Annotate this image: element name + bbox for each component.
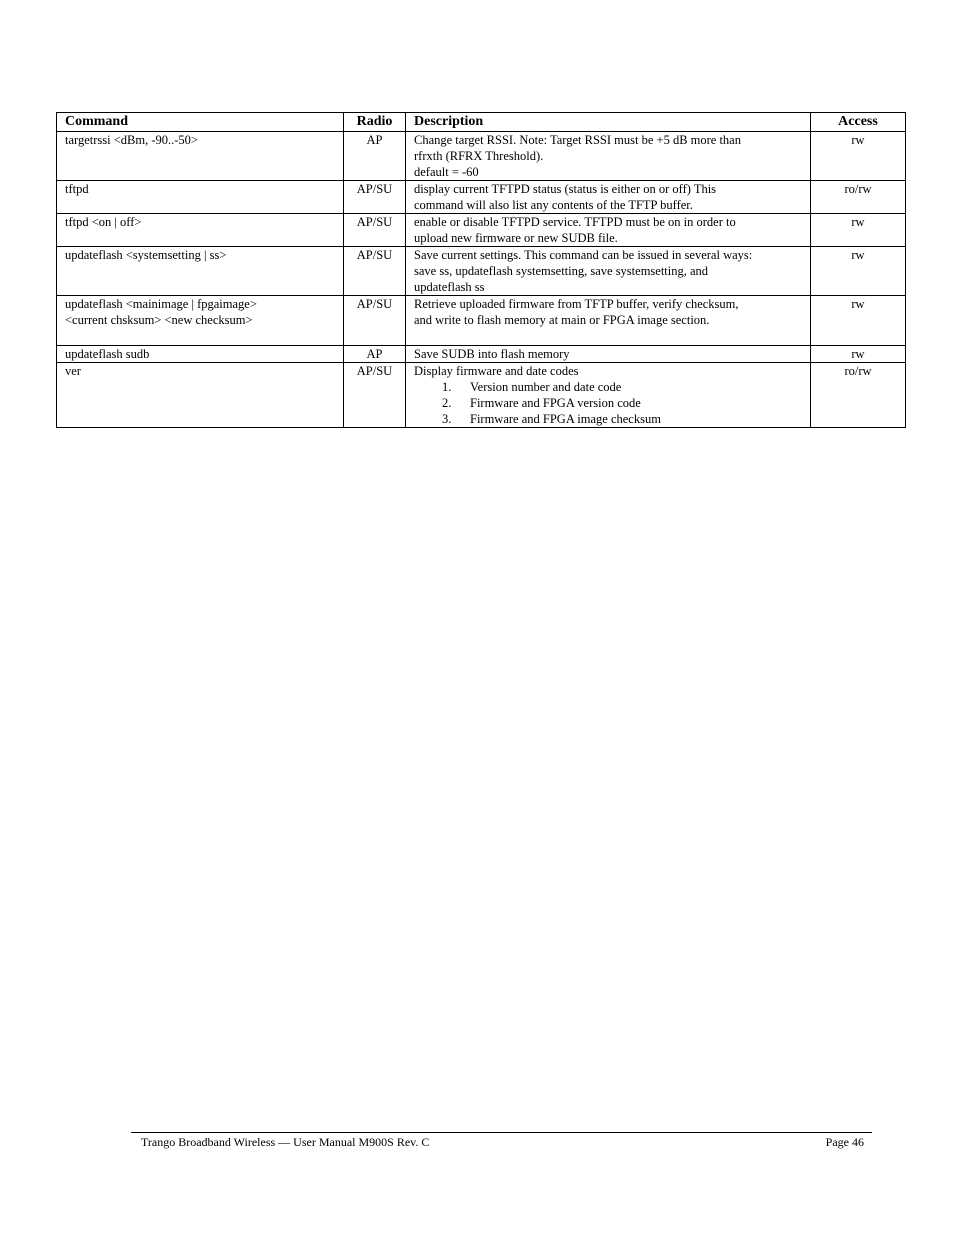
command-text: updateflash <systemsetting | ss> (65, 248, 227, 262)
list-text: Firmware and FPGA image checksum (470, 412, 661, 426)
table-row (57, 181, 906, 214)
cell-command (57, 346, 344, 363)
table-row (57, 346, 906, 363)
description-text: upload new firmware or new SUDB file. (414, 231, 618, 245)
cell-access: rw (811, 214, 906, 247)
description-text: Display firmware and date codes (414, 364, 579, 378)
cell-description (406, 363, 811, 428)
description-text: Save SUDB into flash memory (414, 347, 570, 361)
command-text: updateflash sudb (65, 347, 150, 361)
list-text: Version number and date code (470, 380, 622, 394)
cell-radio: AP/SU (344, 181, 406, 214)
cell-description (406, 214, 811, 247)
description-text: Retrieve uploaded firmware from TFTP buffer, verify checksum, (414, 297, 739, 311)
list-text: Firmware and FPGA version code (470, 396, 641, 410)
description-text: enable or disable TFTPD service. TFTPD must be on in order to (414, 215, 736, 229)
table-header-row (57, 113, 906, 132)
description-text: save ss, updateflash systemsetting, save systemsetting, and (414, 264, 709, 278)
list-item (414, 379, 802, 395)
cell-description (406, 132, 811, 181)
page-number: Page 46 (825, 1135, 864, 1149)
cell-command (57, 296, 344, 346)
page-footer (131, 1132, 872, 1150)
table-row (57, 214, 906, 247)
table-row (57, 247, 906, 296)
list-item (414, 411, 802, 427)
header-command: Command (57, 113, 344, 132)
cell-command: ver (57, 363, 344, 428)
header-radio: Radio (344, 113, 406, 132)
cell-access: rw (811, 247, 906, 296)
cell-access: rw (811, 346, 906, 363)
description-text: command will also list any contents of the TFTP buffer. (414, 198, 693, 212)
command-table (56, 112, 906, 428)
cell-radio: AP/SU (344, 296, 406, 346)
description-text: Change target RSSI. Note: Target RSSI must be +5 dB more than (414, 133, 741, 147)
cell-radio: AP/SU (344, 363, 406, 428)
description-text: display current TFTPD status (status is either on or off) This (414, 182, 717, 196)
cell-command (57, 181, 344, 214)
cell-command (57, 132, 344, 181)
cell-description (406, 181, 811, 214)
description-text: and write to flash memory at main or FPGA image section. (414, 313, 710, 327)
table-row (57, 296, 906, 346)
list-item (414, 395, 802, 411)
description-list (414, 379, 802, 427)
table-row (57, 363, 906, 428)
command-text: updateflash <mainimage | fpgaimage> (65, 297, 257, 311)
list-number: 3. (442, 412, 452, 426)
header-description: Description (406, 113, 811, 132)
table-row (57, 132, 906, 181)
cell-description (406, 296, 811, 346)
description-text: Save current settings. This command can be issued in several ways: (414, 248, 753, 262)
cell-command (57, 214, 344, 247)
footer-title: Trango Broadband Wireless — User Manual M900S Rev. C (141, 1135, 430, 1149)
cell-description (406, 346, 811, 363)
cell-radio: AP (344, 132, 406, 181)
list-number: 1. (442, 380, 452, 394)
cell-radio: AP (344, 346, 406, 363)
cell-access: rw (811, 296, 906, 346)
command-text: tftpd (65, 182, 89, 196)
command-text: tftpd <on | off> (65, 215, 142, 229)
cell-command (57, 247, 344, 296)
cell-description (406, 247, 811, 296)
header-access: Access (811, 113, 906, 132)
cell-access: ro/rw (811, 363, 906, 428)
cell-radio: AP/SU (344, 214, 406, 247)
cell-access: rw (811, 132, 906, 181)
description-text: default = -60 (414, 165, 479, 179)
command-text: targetrssi <dBm, -90..-50> (65, 133, 198, 147)
description-text: updateflash ss (414, 280, 485, 294)
command-text: <current chsksum> <new checksum> (65, 313, 253, 327)
cell-access: ro/rw (811, 181, 906, 214)
cell-radio: AP/SU (344, 247, 406, 296)
table-body (57, 132, 906, 428)
description-text: rfrxth (RFRX Threshold). (414, 149, 544, 163)
list-number: 2. (442, 396, 452, 410)
